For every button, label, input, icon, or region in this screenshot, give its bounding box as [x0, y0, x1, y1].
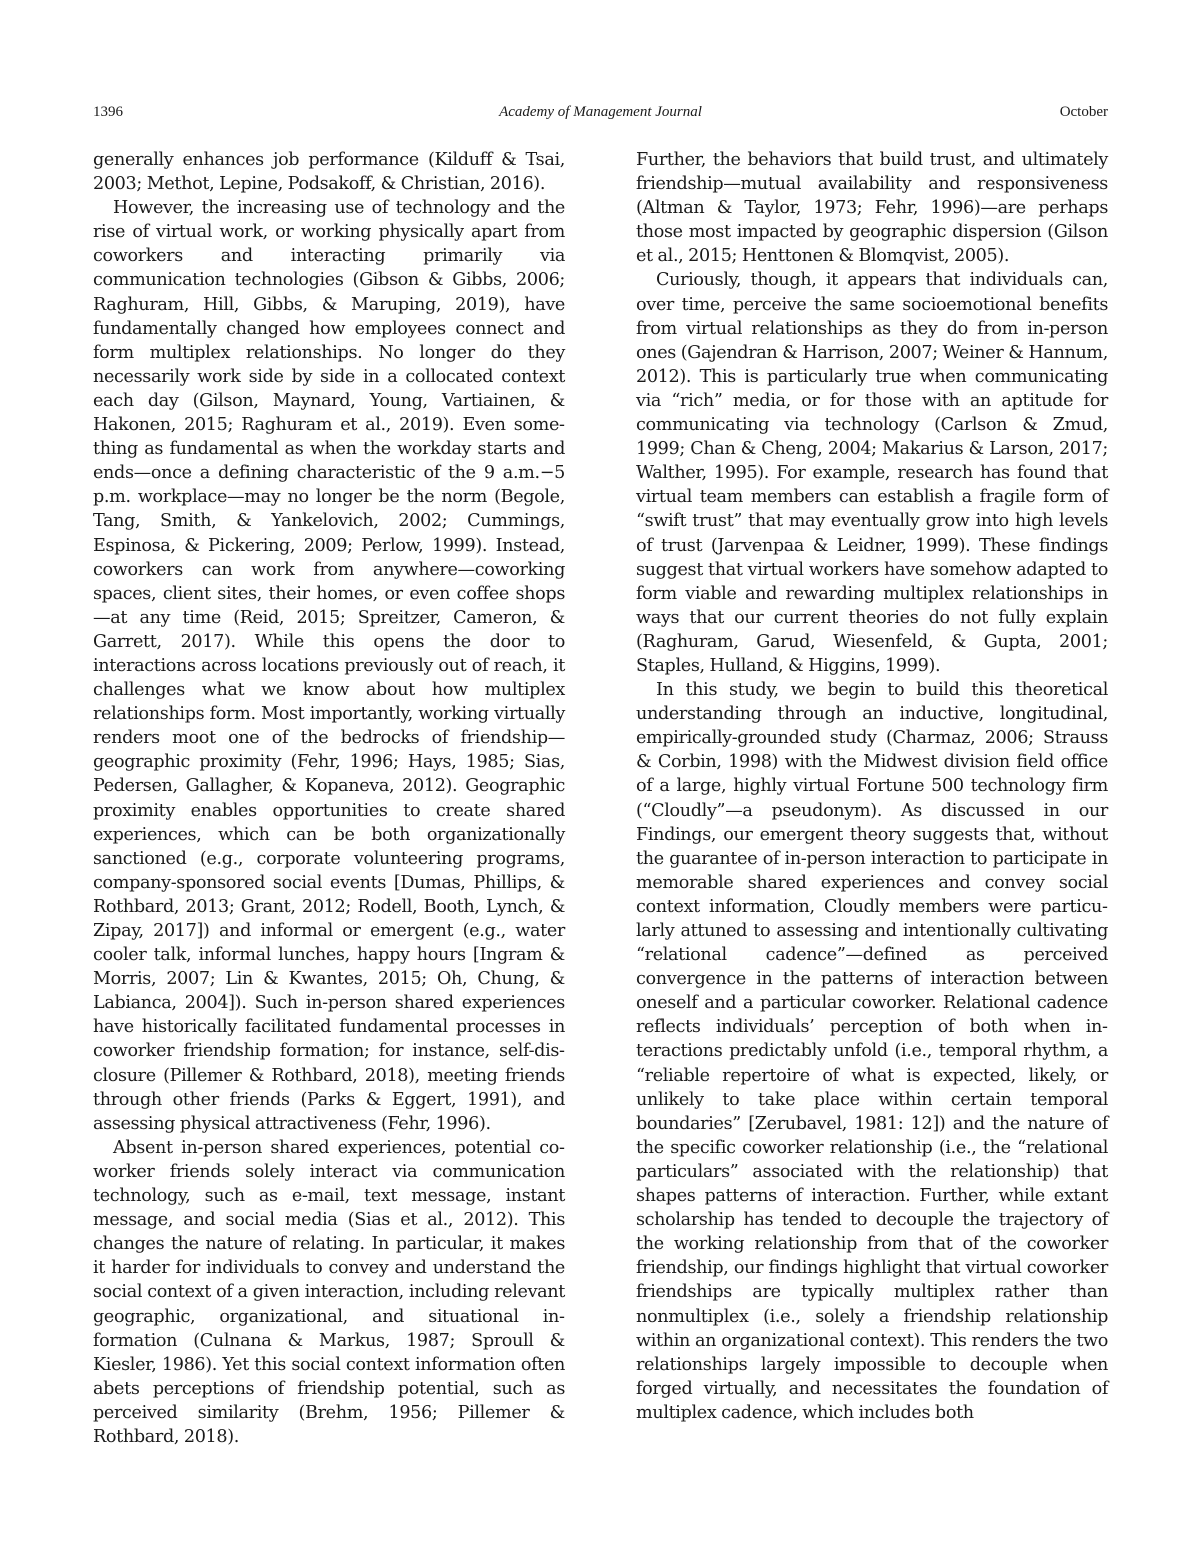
paragraph: However, the increasing use of technology and the rise of virtual work, or working physically apart from coworkers and interacting primarily via communication technologies (Gibson & Gibbs, 2006; Raghuram, Hill, Gibbs, & Maruping, 2019), have fundamentally changed how employees connect and form multiplex relationships. No longer do they necessarily work side by side in a collocated context each day (Gilson, Maynard, Young, Vartiainen, & Hakonen, 2015; Raghuram et al., 2019). Even something as fundamental as when the workday starts and ends—once a defining characteristic of the 9 a.m.−5 p.m. workplace—may no longer be the norm (Begole, Tang, Smith, & Yankelovich, 2002; Cummings, Espinosa, & Pickering, 2009; Perlow, 1999). Instead, coworkers can work from anywhere—coworking spaces, client sites, their homes, or even coffee shops—at any time (Reid, 2015; Spreitzer, Cameron, & Garrett, 2017). While this opens the door to interactions across locations previously out of reach, it challenges what we know about how multiplex relationships form. Most importantly, working virtually renders moot one of the bedrocks of friendship—geographic proximity (Fehr, 1996; Hays, 1985; Sias, Pedersen, Gallagher, & Kopaneva, 2012). Geographic proximity enables opportunities to create shared experiences, which can be both organizationally sanctioned (e.g., corporate volunteering programs, company-sponsored social events [Dumas, Phillips, & Rothbard, 2013; Grant, 2012; Rodell, Booth, Lynch, & Zipay, 2017]) and informal or emergent (e.g., water cooler talk, informal lunches, happy hours [Ingram & Morris, 2007; Lin & Kwantes, 2015; Oh, Chung, & Labianca, 2004]). Such in-person shared experiences have historically facilitated fundamental processes in coworker friendship formation; for instance, self-disclosure (Pillemer & Rothbard, 2018), meeting friends through other friends (Parks & Eggert, 1991), and assessing physical attractiveness (Fehr, 1996).: [93, 198, 565, 1134]
paragraph: Further, the behaviors that build trust, and ultimately friendship—mutual availability and responsiveness (Altman & Taylor, 1973; Fehr, 1996)—are perhaps those most impacted by geographic dispersion (Gilson et al., 2015; Henttonen & Blomqvist, 2005).: [636, 150, 1108, 267]
paragraph: Curiously, though, it appears that individuals can, over time, perceive the same socioemotional benefits from virtual relationships as they do from in-person ones (Gajendran & Harrison, 2007; Weiner & Hannum, 2012). This is particularly true when communicating via “rich” media, or for those with an aptitude for communicating via technology (Carlson & Zmud, 1999; Chan & Cheng, 2004; Makarius & Larson, 2017; Walther, 1995). For example, research has found that virtual team members can establish a fragile form of “swift trust” that may eventually grow into high levels of trust (Jarvenpaa & Leidner, 1999). These findings suggest that virtual workers have somehow adapted to form viable and rewarding multiplex relationships in ways that our current theories do not fully explain (Raghuram, Garud, Wiesenfeld, & Gupta, 2001; Staples, Hulland, & Higgins, 1999).: [636, 270, 1108, 676]
journal-title: Academy of Management Journal: [499, 104, 702, 120]
page-number: 1396: [93, 104, 123, 120]
paragraph: generally enhances job performance (Kilduff & Tsai, 2003; Methot, Lepine, Podsakoff, & Christian, 2016).: [93, 150, 565, 195]
right-column: [636, 148, 1108, 1425]
issue-month: October: [1059, 104, 1108, 120]
left-column: [93, 148, 565, 1449]
paragraph: Absent in-person shared experiences, potential coworker friends solely interact via communication technology, such as e-mail, text message, instant message, and social media (Sias et al., 2012). This changes the nature of relating. In particular, it makes it harder for individuals to convey and understand the social context of a given interaction, including relevant geographic, organizational, and situational information (Culnana & Markus, 1987; Sproull & Kiesler, 1986). Yet this social context information often abets perceptions of friendship potential, such as perceived similarity (Brehm, 1956; Pillemer & Rothbard, 2018).: [93, 1137, 565, 1447]
running-header: [93, 104, 1108, 126]
paragraph: In this study, we begin to build this theoretical understanding through an inductive, longitudinal, empirically-grounded study (Charmaz, 2006; Strauss & Corbin, 1998) with the Midwest division field office of a large, highly virtual Fortune 500 technology firm (“Cloudly”—a pseudonym). As discussed in our Findings, our emergent theory suggests that, without the guarantee of in-person interaction to participate in memorable shared experiences and convey social context information, Cloudly members were particularly attuned to assessing and intentionally cultivating “relational cadence”—defined as perceived convergence in the patterns of interaction between oneself and a particular coworker. Relational cadence reflects individuals’ perception of both when interactions predictably unfold (i.e., temporal rhythm, a “reliable repertoire of what is expected, likely, or unlikely to take place within certain temporal boundaries” [Zerubavel, 1981: 12]) and the nature of the specific coworker relationship (i.e., the “relational particulars” associated with the relationship) that shapes patterns of interaction. Further, while extant scholarship has tended to decouple the trajectory of the working relationship from that of the coworker friendship, our findings highlight that virtual coworker friendships are typically multiplex rather than nonmultiplex (i.e., solely a friendship relationship within an organizational context). This renders the two relationships largely impossible to decouple when forged virtually, and necessitates the foundation of multiplex cadence, which includes both: [636, 680, 1108, 1423]
